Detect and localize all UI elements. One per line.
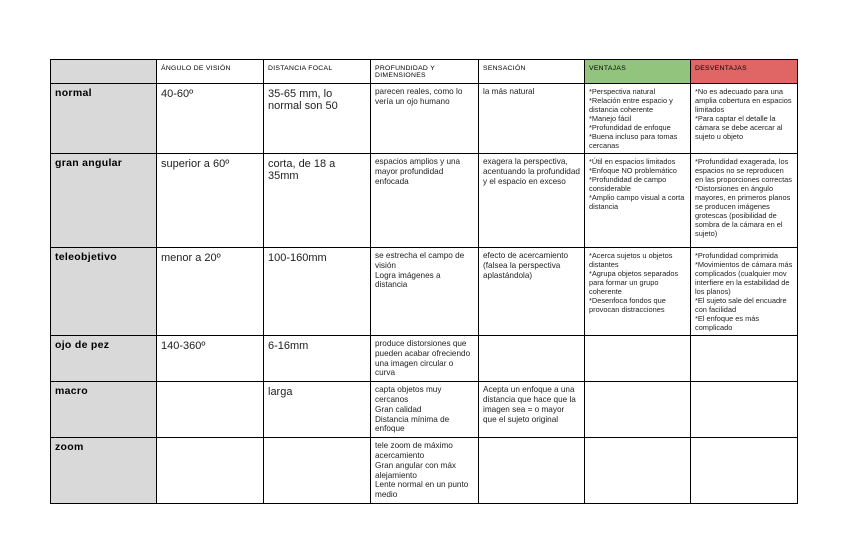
pros-cell xyxy=(585,438,691,504)
pros-line: *Útil en espacios limitados xyxy=(589,157,676,166)
lens-type-cell: ojo de pez xyxy=(51,336,157,382)
pros-cell xyxy=(585,154,691,248)
feel-cell xyxy=(479,336,585,382)
angle-cell: superior a 60º xyxy=(157,154,264,248)
focal-cell: 35-65 mm, lo normal son 50 xyxy=(264,84,371,154)
header-blank-cell xyxy=(51,60,157,84)
pros-cell xyxy=(585,248,691,336)
cons-cell xyxy=(691,84,798,154)
pros-line: *Manejo fácil xyxy=(589,114,632,123)
header-angulo: ÁNGULO DE VISIÓN xyxy=(157,60,264,84)
table-row xyxy=(51,154,798,248)
feel-line: efecto de acercamiento (falsea la perspectiva aplastándola) xyxy=(483,251,569,280)
depth-line: capta objetos muy cercanos xyxy=(375,385,442,404)
cons-line: *No es adecuado para una amplia cobertura en espacios limitados xyxy=(695,87,792,114)
angle-cell: menor a 20º xyxy=(157,248,264,336)
depth-line: espacios amplios y una mayor profundidad enfocada xyxy=(375,157,461,186)
pros-line: *Amplio campo visual a corta distancia xyxy=(589,193,685,211)
angle-cell xyxy=(157,382,264,438)
lens-type-cell: normal xyxy=(51,84,157,154)
feel-line: Acepta un enfoque a una distancia que hace que la imagen sea = o mayor que el sujeto original xyxy=(483,385,576,424)
lens-comparison-table xyxy=(50,59,798,504)
depth-line: Gran angular con máx alejamiento xyxy=(375,460,457,480)
focal-cell xyxy=(264,438,371,504)
header-profundidad: PROFUNDIDAD Y DIMENSIONES xyxy=(371,60,479,84)
cons-cell xyxy=(691,154,798,248)
feel-line: la más natural xyxy=(483,87,535,96)
header-ventajas: VENTAJAS xyxy=(585,60,691,84)
feel-cell xyxy=(479,438,585,504)
pros-line: *Relación entre espacio y distancia coherente xyxy=(589,96,673,114)
pros-line: *Agrupa objetos separados para formar un grupo coherente xyxy=(589,269,679,296)
feel-line: exagera la perspectiva, acentuando la profundidad y el espacio en exceso xyxy=(483,157,580,186)
depth-cell xyxy=(371,84,479,154)
table-row xyxy=(51,84,798,154)
angle-cell: 40-60º xyxy=(157,84,264,154)
feel-cell xyxy=(479,382,585,438)
depth-cell xyxy=(371,336,479,382)
pros-line: *Perspectiva natural xyxy=(589,87,656,96)
depth-cell xyxy=(371,154,479,248)
header-desventajas: DESVENTAJAS xyxy=(691,60,798,84)
table-row xyxy=(51,248,798,336)
depth-line: Lente normal en un punto medio xyxy=(375,480,469,500)
focal-cell: corta, de 18 a 35mm xyxy=(264,154,371,248)
lens-type-cell: gran angular xyxy=(51,154,157,248)
angle-cell xyxy=(157,438,264,504)
cons-cell xyxy=(691,438,798,504)
header-sensacion: SENSACIÓN xyxy=(479,60,585,84)
depth-line: tele zoom de máximo acercamiento xyxy=(375,441,453,460)
focal-cell: 6-16mm xyxy=(264,336,371,382)
depth-line: Logra imágenes a distancia xyxy=(375,270,441,290)
pros-line: *Profundidad de enfoque xyxy=(589,123,671,132)
depth-line: Distancia mínima de enfoque xyxy=(375,414,450,434)
cons-cell xyxy=(691,336,798,382)
cons-line: *El enfoque es más complicado xyxy=(695,314,760,332)
cons-line: *Movimientos de cámara más complicados (cualquier mov interfiere en la estabilidad de los planos) xyxy=(695,260,793,296)
cons-cell xyxy=(691,382,798,438)
lens-type-cell: teleobjetivo xyxy=(51,248,157,336)
depth-cell xyxy=(371,248,479,336)
depth-cell xyxy=(371,382,479,438)
depth-line: produce distorsiones que pueden acabar ofreciendo una imagen circular o curva xyxy=(375,339,471,378)
pros-line: *Desenfoca fondos que provocan distracciones xyxy=(589,296,666,314)
pros-cell xyxy=(585,84,691,154)
pros-cell xyxy=(585,336,691,382)
pros-line: *Profundidad de campo considerable xyxy=(589,175,667,193)
focal-cell: 100-160mm xyxy=(264,248,371,336)
feel-cell xyxy=(479,84,585,154)
pros-cell xyxy=(585,382,691,438)
table-row xyxy=(51,382,798,438)
header-distancia: DISTANCIA FOCAL xyxy=(264,60,371,84)
header-row xyxy=(51,60,798,84)
depth-line: Gran calidad xyxy=(375,404,422,414)
pros-line: *Enfoque NO problemático xyxy=(589,166,677,175)
feel-cell xyxy=(479,248,585,336)
depth-cell xyxy=(371,438,479,504)
cons-line: *Distorsiones en ángulo mayores, en primeros planos se producen imágenes grotescas (posibilidad de sombra de la cámara en el sujeto) xyxy=(695,184,791,238)
cons-line: *Para captar el detalle la cámara se debe acercar al sujeto u objeto xyxy=(695,114,783,141)
pros-line: *Acerca sujetos u objetos distantes xyxy=(589,251,673,269)
table-row xyxy=(51,438,798,504)
cons-line: *El sujeto sale del encuadre con facilidad xyxy=(695,296,787,314)
depth-line: parecen reales, como lo vería un ojo humano xyxy=(375,87,463,106)
angle-cell: 140-360º xyxy=(157,336,264,382)
depth-line: se estrecha el campo de visión xyxy=(375,251,465,270)
lens-type-cell: macro xyxy=(51,382,157,438)
cons-line: *Profundidad exagerada, los espacios no se reproducen en las proporciones correctas xyxy=(695,157,792,184)
cons-cell xyxy=(691,248,798,336)
lens-type-cell: zoom xyxy=(51,438,157,504)
feel-cell xyxy=(479,154,585,248)
table-row xyxy=(51,336,798,382)
cons-line: *Profundidad comprimida xyxy=(695,251,778,260)
pros-line: *Buena incluso para tomas cercanas xyxy=(589,132,678,150)
focal-cell: larga xyxy=(264,382,371,438)
